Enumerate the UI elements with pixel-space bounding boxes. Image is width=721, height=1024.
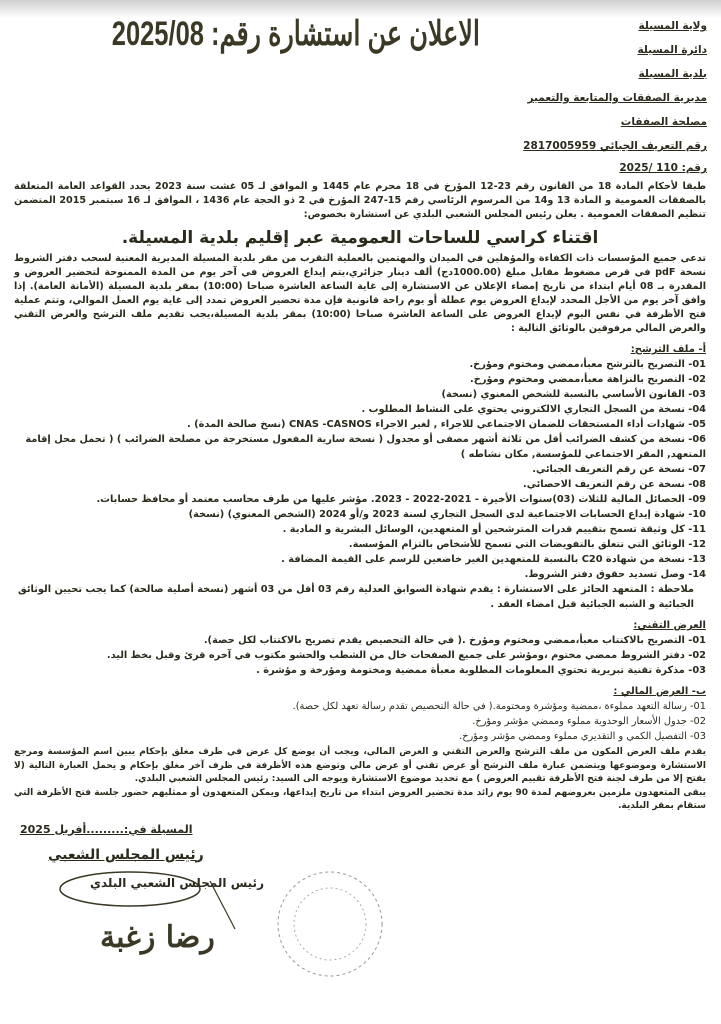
list-item: 03- القانون الأساسي بالنسبة للشخص المعنوي (نسخة) — [441, 389, 706, 400]
place-date: المسيلة في:.........أفريل 2025 — [20, 822, 193, 836]
list-item: 06- نسخة من كشف الضرائب أقل من ثلاثة أشهر مصفى أو مجدول ( نسخة سارية المفعول مستخرجة من مصلحة الضرائب ) ( تحمل محل إقامة المتعهد, المقر الاجتماعي للمؤسسة, مكان نشاطه ) — [25, 434, 706, 460]
header-service: مصلحة الصفقات — [620, 116, 707, 128]
signature-name: رضا زغبة — [100, 919, 215, 955]
subject-heading: اقتناء كراسي للساحات العمومية عبر إقليم بلدية المسيلة. — [121, 228, 599, 248]
financial-list — [14, 699, 706, 744]
header-wilaya: ولاية المسيلة — [638, 20, 707, 32]
header-commune: بلدية المسيلة — [638, 68, 707, 80]
list-item: 13- نسخة من شهادة C20 بالنسبة للمتعهدين الغير خاضعين للرسم على القيمة المضافة . — [281, 554, 706, 565]
financial-heading: ب- العرض المالي : — [613, 686, 706, 697]
header-tax-id: رقم التعريف الجبائي 2817005959 — [523, 140, 707, 152]
validity-paragraph: يبقى المتعهدون ملزمين بعروضهم لمدة 90 يوم زائد مدة تحضير العروض ابتداء من تاريخ إيداعها، ويمكن المتعهدون أو ممثليهم حضور جلسة فتح الأظرفة التي ستقام بمقر البلدية. — [14, 787, 706, 811]
list-item: 01- رسالة التعهد مملوءة ،ممضية ومؤشرة ومختومة.( في حالة التحصيص تقدم رسالة تعهد لكل حصة). — [292, 701, 706, 712]
intro-paragraph: طبقا لأحكام المادة 18 من القانون رقم 23-12 المؤرخ في 18 محرم عام 1445 و الموافق لـ 05 غشت سنة 2023 يحدد القواعد العامة المتعلقة بالصفقات العمومية و المادة 13 و14 من المرسوم الرئاسي رقم 15-247 المؤرخ في 2 ذو الحجة عام 1436 ، الموافق لـ 16 سبتمبر 2015 المتضمن تنظيم الصفقات العمومية . يعلن رئيس المجلس الشعبي البلدي عن استشارة بخصوص: — [14, 181, 707, 220]
page-title: الاعلان عن استشارة رقم: 2025/08 — [111, 15, 480, 53]
header-daira: دائرة المسيلة — [637, 44, 707, 56]
list-item: 11- كل وثيقة تسمح بتقييم قدرات المترشحين أو المتعهدين، الوسائل البشرية و المادية . — [282, 524, 706, 535]
list-item: 02- جدول الأسعار الوحدوية مملوء وممضي مؤشر ومؤرخ. — [472, 716, 706, 727]
list-item: 04- نسخة من السجل التجاري الالكتروني يحتوي على النشاط المطلوب . — [361, 404, 706, 415]
document-body — [14, 180, 706, 981]
list-item: 05- شهادات أداء المستحقات للضمان الاجتماعي للاجراء , لغير الاجراء CNAS -CASNOS (نسخ صالحة المدة) . — [187, 419, 706, 430]
list-item: 12- الوثائق التي تتعلق بالتفويضات التي تسمح للأشخاص بالتزام المؤسسة. — [348, 539, 706, 550]
list-item: 07- نسخة عن رقم التعريف الجبائي. — [532, 464, 706, 475]
candidacy-list — [14, 357, 706, 612]
header-ref-number: رقم: 110 /2025 — [619, 162, 707, 174]
official-stamp — [278, 872, 382, 976]
signature-block — [30, 869, 400, 981]
list-item: 02- دفتر الشروط ممضي مختوم ،ومؤشر على جميع الصفحات خال من الشطب والحشو مكتوب في آخره قرئ وقبل بخط اليد. — [106, 650, 706, 661]
body-paragraph: تدعى جميع المؤسسات ذات الكفاءة والمؤهلين في الميدان والمهتمين بالعملية التقرب من مقر بلدية المسيلة المديرية المعنية لسحب دفتر الشروط نسخة pdF في قرص مضغوط مقابل مبلغ (1000.00دج) ألف دينار جزائري،يتم إيداع العروض في آخر يوم من المدة الممنوحة لتحضير العروض و المقدرة بـ 08 أيام ابتداء من تاريخ إمضاء الإعلان عن الاستشارة إلى غاية الساعة العاشرة صباحا (10:00) بمقر بلدية المسيلة (الأمانة العامة). إذا وافق آخر يوم من الأجل المحدد لإيداع العروض يوم عطلة أو يوم راحة قانونية فإن مدة تحضير العروض تمدد إلى غاية يوم العمل الموالي، وتتم عملية فتح الأظرفة في نفس اليوم لإيداع العروض على الساعة العاشرة صباحا (10:00) بمقر بلدية المسيلة،يجب تقديم ملف الترشح والعرض التقني والعرض المالي مرفوقين بالوثائق التالية : — [14, 253, 706, 334]
list-item: 08- نسخة عن رقم التعريف الاحصائي. — [522, 479, 706, 490]
signatory-title: رئيس المجلس الشعبي — [48, 846, 204, 863]
list-item: 03- التفصيل الكمي و التقديري مملوء وممضي مؤشر ومؤرخ. — [459, 731, 706, 742]
technical-list — [14, 633, 706, 678]
header-directorate: مديرية الصفقات والمتابعة والتعمير — [527, 92, 707, 104]
list-item: 01- التصريح بالترشح معبأ،ممضي ومختوم ومؤرخ. — [469, 359, 706, 370]
list-item: 14- وصل تسديد حقوق دفتر الشروط. — [524, 569, 706, 580]
note: ملاحظة : المتعهد الحائز على الاستشارة : يقدم شهادة السوابق العدلية رقم 03 أقل من 03 أشهر (نسخة أصلية صالحة) كما يجب تحيين الوثائق الجبائية و الشبه الجبائية قبل امضاء العقد . — [18, 584, 694, 610]
list-item: 09- الحصائل المالية للثلاث (03)سنوات الأخيرة - 2021-2022 - 2023. مؤشر عليها من طرف محاسب معتمد أو محافظ حسابات. — [96, 494, 706, 505]
list-item: 10- شهادة إيداع الحسابات الاجتماعية لدى السجل التجاري لسنة 2023 و/أو 2024 (الشخص المعنوي) (نسخة) — [188, 509, 706, 520]
technical-heading: العرض التقني: — [633, 620, 706, 631]
stamp-title: رئيس المجلس الشعبي البلدي — [90, 875, 264, 890]
candidacy-heading: أ- ملف الترشح: — [630, 344, 706, 355]
list-item: 02- التصريح بالنزاهة معبأ،ممضي ومختوم ومؤرخ. — [470, 374, 706, 385]
closing-paragraph: يقدم ملف العرض المكون من ملف الترشح والعرض التقني و العرض المالي، ويجب أن يوضع كل عرض في ظرف مغلق بإحكام يبين اسم المؤسسة ومرجع الاستشارة وموضوعها ويتضمن عبارة ملف الترشح أو عرض تقني أو عرض مالي وتوضع هذه الأظرفة في ظرف آخر مغلق بإحكام و يحمل العبارة التالية (لا يفتح إلا من طرف لجنة فتح الأظرفة تقييم العروض ) مع تحديد موضوع الاستشارة ويوجه الى السيد: رئيس المجلس الشعبي البلدي. — [14, 747, 706, 784]
list-item: 01- التصريح بالاكتتاب معبأ،ممضي ومختوم ومؤرخ .( في حالة التحصيص يقدم تصريح بالاكتتاب لكل حصة). — [203, 635, 706, 646]
list-item: 03- مذكرة تقنية تبريرية تحتوي المعلومات المطلوبة معبأة ممضية ومختومة ومؤرخة و مؤشرة . — [256, 665, 706, 676]
